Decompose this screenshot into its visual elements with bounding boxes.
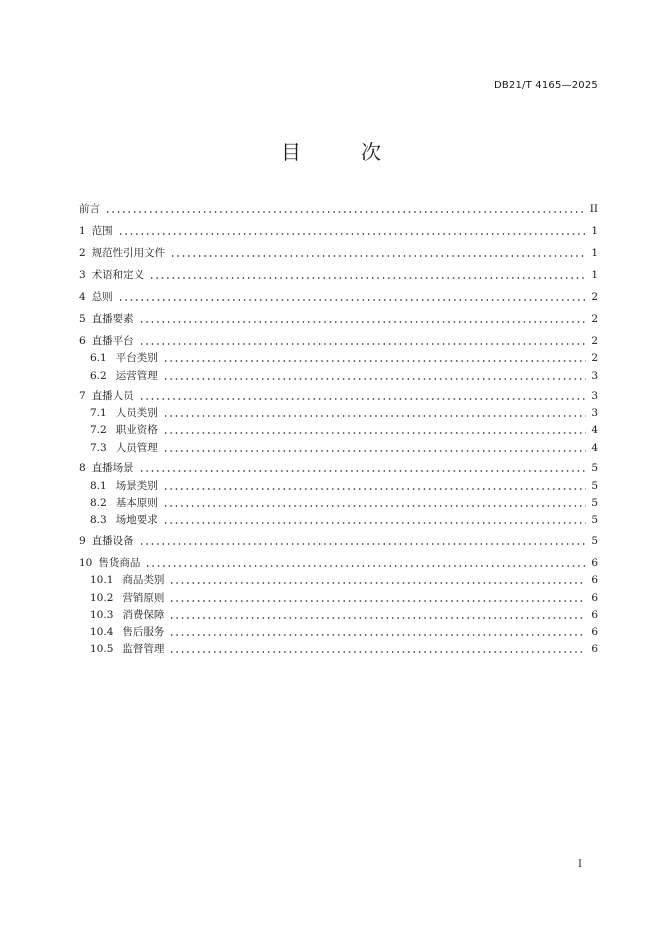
toc-entry-6-2[interactable] <box>90 369 598 383</box>
toc-entry-number: 6.2 <box>90 370 107 382</box>
toc-entry-title: 总则 <box>91 291 113 303</box>
toc-page-number: 5 <box>591 480 598 492</box>
toc-entry-number: 10.4 <box>90 626 114 638</box>
toc-entry-number: 7.3 <box>90 442 107 454</box>
toc-page-number: 4 <box>591 424 598 436</box>
toc-entry-number: 8 <box>79 462 86 474</box>
toc-entry-title: 职业资格 <box>115 424 158 436</box>
dot-leader <box>169 600 586 602</box>
toc-entry-2[interactable] <box>79 246 598 260</box>
toc-page-number: 6 <box>591 592 598 604</box>
toc-page-number: 2 <box>591 352 598 364</box>
toc-entry-10-1[interactable] <box>90 573 598 587</box>
toc-entry-title: 基本原则 <box>115 497 158 509</box>
standard-code: DB21/T 4165—2025 <box>493 80 598 91</box>
toc-entry-number: 7.2 <box>90 424 107 436</box>
toc-entry-10-4[interactable] <box>90 625 598 639</box>
toc-page-number: 2 <box>591 335 598 347</box>
toc-page-number: 4 <box>591 442 598 454</box>
dot-leader <box>139 398 586 400</box>
dot-leader <box>118 233 586 235</box>
dot-leader <box>145 565 586 567</box>
toc-entry-title: 范围 <box>91 225 113 237</box>
footer-page-number: I <box>578 859 582 870</box>
toc-entry-title: 规范性引用文件 <box>91 247 166 259</box>
toc-entry-title: 营销原则 <box>122 592 165 604</box>
toc-entry-6-1[interactable] <box>90 351 598 365</box>
page-title: 目 次 <box>281 140 401 164</box>
toc-entry-title: 监督管理 <box>122 643 165 655</box>
dot-leader <box>163 378 586 380</box>
toc-entry-10[interactable] <box>79 556 598 570</box>
toc-page-number: 6 <box>591 609 598 621</box>
toc-entry-7[interactable] <box>79 389 598 403</box>
toc-entry-number: 10.2 <box>90 592 114 604</box>
dot-leader <box>163 360 586 362</box>
toc-entry-number: 10.5 <box>90 643 114 655</box>
toc-entry-6[interactable] <box>79 334 598 348</box>
toc-entry-8-2[interactable] <box>90 496 598 510</box>
toc-entry-7-3[interactable] <box>90 441 598 455</box>
toc-entry-7-1[interactable] <box>90 406 598 420</box>
toc-entry-title: 前言 <box>79 203 100 215</box>
toc-entry-8[interactable] <box>79 461 598 475</box>
toc-entry-number: 4 <box>79 291 86 303</box>
toc-page-number: 5 <box>591 535 598 547</box>
toc-entry-title: 直播平台 <box>91 335 134 347</box>
toc-page-number: 2 <box>591 291 598 303</box>
toc-page-number: II <box>589 203 598 215</box>
toc-entry-title: 消费保障 <box>122 609 165 621</box>
toc-entry-foreword[interactable] <box>79 202 598 216</box>
dot-leader <box>169 582 586 584</box>
toc-entry-8-1[interactable] <box>90 479 598 493</box>
toc-entry-4[interactable] <box>79 290 598 304</box>
toc-entry-1[interactable] <box>79 224 598 238</box>
dot-leader <box>163 432 586 434</box>
toc-page-number: 5 <box>591 462 598 474</box>
dot-leader <box>139 321 586 323</box>
toc-entry-title: 人员管理 <box>115 442 158 454</box>
dot-leader <box>105 211 585 213</box>
toc-entry-title: 商品类别 <box>122 574 165 586</box>
toc-entry-title: 直播人员 <box>91 390 134 402</box>
toc-entry-number: 10.1 <box>90 574 114 586</box>
toc-page-number: 3 <box>591 407 598 419</box>
dot-leader <box>163 488 586 490</box>
dot-leader <box>139 543 586 545</box>
dot-leader <box>163 415 586 417</box>
toc-entry-title: 售货商品 <box>98 557 141 569</box>
toc-entry-number: 1 <box>79 225 86 237</box>
toc-entry-number: 8.3 <box>90 514 107 526</box>
dot-leader <box>149 277 586 279</box>
dot-leader <box>169 617 586 619</box>
toc-entry-number: 3 <box>79 269 86 281</box>
toc-page-number: 1 <box>591 225 598 237</box>
toc-entry-7-2[interactable] <box>90 423 598 437</box>
toc-entry-title: 场景类别 <box>115 480 158 492</box>
dot-leader <box>170 255 586 257</box>
toc-entry-number: 8.1 <box>90 480 107 492</box>
toc-entry-title: 直播要素 <box>91 313 134 325</box>
toc-entry-number: 6.1 <box>90 352 107 364</box>
toc-page-number: 3 <box>591 370 598 382</box>
toc-entry-10-2[interactable] <box>90 591 598 605</box>
toc-entry-number: 6 <box>79 335 86 347</box>
toc-page-number: 5 <box>591 514 598 526</box>
toc-page-number: 3 <box>591 390 598 402</box>
toc-entry-10-5[interactable] <box>90 642 598 656</box>
toc-entry-5[interactable] <box>79 312 598 326</box>
toc-page-number: 6 <box>591 643 598 655</box>
toc-entry-number: 7 <box>79 390 86 402</box>
toc-entry-8-3[interactable] <box>90 513 598 527</box>
toc-entry-3[interactable] <box>79 268 598 282</box>
toc-page-number: 2 <box>591 313 598 325</box>
toc-page-number: 5 <box>591 497 598 509</box>
toc-entry-title: 场地要求 <box>115 514 158 526</box>
toc-entry-number: 7.1 <box>90 407 107 419</box>
toc-page-number: 6 <box>591 574 598 586</box>
toc-entry-title: 直播场景 <box>91 462 134 474</box>
toc-entry-title: 术语和定义 <box>91 269 145 281</box>
toc-page-number: 1 <box>591 247 598 259</box>
dot-leader <box>163 505 586 507</box>
toc-entry-title: 平台类别 <box>115 352 158 364</box>
toc-entry-number: 8.2 <box>90 497 107 509</box>
dot-leader <box>139 470 586 472</box>
toc-entry-number: 2 <box>79 247 86 259</box>
dot-leader <box>169 651 586 653</box>
dot-leader <box>163 450 586 452</box>
dot-leader <box>139 343 586 345</box>
dot-leader <box>169 634 586 636</box>
toc-entry-title: 运营管理 <box>115 370 158 382</box>
toc-entry-10-3[interactable] <box>90 608 598 622</box>
toc-entry-title: 直播设备 <box>91 535 134 547</box>
toc-page-number: 1 <box>591 269 598 281</box>
dot-leader <box>163 522 586 524</box>
toc-entry-title: 售后服务 <box>122 626 165 638</box>
toc-entry-9[interactable] <box>79 534 598 548</box>
toc-entry-number: 10.3 <box>90 609 114 621</box>
toc-entry-number: 5 <box>79 313 86 325</box>
dot-leader <box>118 299 586 301</box>
toc-entry-number: 10 <box>79 557 93 569</box>
toc-page-number: 6 <box>591 557 598 569</box>
toc-page-number: 6 <box>591 626 598 638</box>
toc-entry-title: 人员类别 <box>115 407 158 419</box>
toc-entry-number: 9 <box>79 535 86 547</box>
